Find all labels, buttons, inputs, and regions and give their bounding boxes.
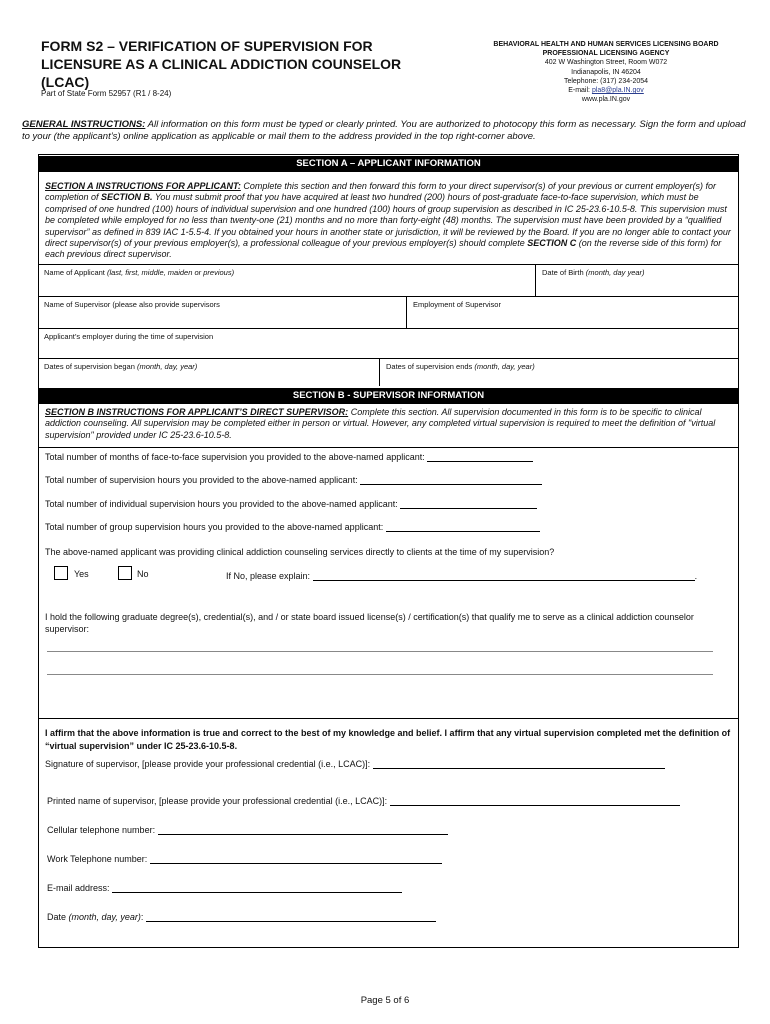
supervisor-employment-field[interactable] [406, 297, 739, 328]
section-a-instr-b2: SECTION C [527, 238, 577, 249]
question-group-label: Total number of group supervision hours you provided to the above-named applicant: [45, 522, 386, 532]
question-hours [45, 475, 542, 485]
explain-field [226, 571, 697, 581]
applicant-employer-label: Applicant’s employer during the time of supervision [44, 332, 214, 341]
page-number: Page 5 of 6 [360, 995, 410, 1006]
explain-label: If No, please explain: [226, 571, 313, 581]
signature-field [45, 759, 665, 769]
supervisor-name-label: Name of Supervisor (please also provide supervisors [44, 300, 220, 309]
supervisor-name-field[interactable] [38, 297, 406, 328]
explain-blank[interactable] [313, 571, 695, 581]
title-line-3: (LCAC) [41, 74, 90, 90]
email-field [47, 883, 402, 893]
affirmation-text: I affirm that the above information is true and correct to the best of my knowledge and belief. I affirm that any virtual supervision completed met the definition of “virtual supervision” under IC 25-23.6-10.5-8. [45, 728, 731, 751]
dob-hint: (month, day year) [585, 268, 645, 277]
agency-telephone: Telephone: (317) 234-2054 [563, 77, 649, 85]
date-label: Date [47, 912, 69, 922]
degrees-line-2[interactable] [47, 674, 713, 675]
ends-label: Dates of supervision ends [386, 362, 475, 371]
section-b-heading: SECTION B - SUPERVISOR INFORMATION [38, 388, 739, 404]
explain-end: . [694, 571, 698, 581]
cell-phone-label: Cellular telephone number: [47, 825, 158, 835]
signature-blank[interactable] [373, 759, 665, 769]
section-a-instr-p1: Complete this section and then forward this form to your direct supervisor(s) of your previous or current employer(s) for completion of [45, 181, 717, 203]
work-phone-label: Work Telephone number: [47, 854, 150, 864]
months-blank[interactable] [427, 452, 533, 462]
group-blank[interactable] [386, 522, 540, 532]
row-dates [38, 358, 739, 386]
section-a-instr-label: SECTION A INSTRUCTIONS FOR APPLICANT: [45, 181, 241, 191]
yes-label: Yes [74, 569, 89, 579]
affirm-divider [38, 718, 739, 719]
form-subtitle: Part of State Form 52957 (R1 / 8-24) [41, 89, 172, 98]
printed-name-blank[interactable] [390, 796, 680, 806]
question-hours-label: Total number of supervision hours you provided to the above-named applicant: [45, 475, 361, 485]
row-supervisor [38, 296, 739, 328]
question-months-label: Total number of months of face-to-face supervision you provided to the above-named applicant: [45, 452, 428, 462]
supervision-ends-field[interactable] [379, 359, 739, 386]
printed-name-field [47, 796, 680, 806]
agency-subname: PROFESSIONAL LICENSING AGENCY [542, 50, 670, 58]
signature-label: Signature of supervisor, [please provide your professional credential (i.e., LCAC)]: [45, 759, 373, 769]
degrees-line-1[interactable] [47, 651, 713, 652]
agency-website[interactable]: www.pla.IN.gov [581, 96, 631, 104]
section-a-heading: SECTION A – APPLICANT INFORMATION [38, 156, 739, 172]
applicant-employer-field[interactable] [38, 329, 739, 358]
work-phone-blank[interactable] [150, 854, 442, 864]
applicant-name-field[interactable] [38, 265, 535, 296]
question-degrees: I hold the following graduate degree(s), credential(s), and / or state board issued license(s) / certification(s) that qualify me to serve as a clinical addiction counselor supervisor: [45, 612, 694, 634]
row-applicant-name [38, 264, 739, 296]
no-checkbox[interactable] [118, 566, 132, 580]
ends-hint: (month, day, year) [474, 362, 535, 371]
section-b-instructions [45, 407, 733, 441]
cell-phone-field [47, 825, 448, 835]
printed-name-label: Printed name of supervisor, [please provide your professional credential (i.e., LCAC)]: [47, 796, 390, 806]
question-individual [45, 499, 537, 509]
supervisor-employment-label: Employment of Supervisor [413, 300, 501, 309]
agency-email-line [481, 86, 731, 95]
cell-phone-blank[interactable] [158, 825, 448, 835]
question-group [45, 522, 540, 532]
general-instructions-text: All information on this form must be typed or clearly printed. You are authorized to photocopy this form as necessary. Sign the form and upload to your (the applicant’s) online application as applicable or mail them to the address provided in the top right-corner above. [22, 119, 746, 142]
section-b-instr-text: Complete this section. All supervision documented in this form is to be specific to clinical addiction counseling. All supervision may be completed either in person or virtual. However, any completed virtual supervision is required to meet the definition of "virtual supervision" provided under IC 25-23.6-10.5-8. [45, 407, 716, 440]
section-a-instr-p3: (on the reverse side of this form) for each previous direct supervisor. [45, 238, 722, 260]
section-a-instructions [45, 181, 733, 261]
section-a-instr-p2: You must submit proof that you have acquired at least two hundred (200) hours of post-graduate face-to-face supervision, which must be comprised of one hundred (100) hours of individual supervision and one hundred (100) hours of group supervision as described in IC 25-23.6-10.5-8. This supervision must be completed while employed for no less than twenty-one (21) months and no more than forty-eight (48) months. The supervision must have been provided by a “qualified supervisor” as defined in 839 IAC 1-5.5-4. If you obtained your hours in another state or jurisdiction, it will be reviewed by the Board. If you are no longer able to contact your direct supervisor(s) of your previous employer(s), a professional colleague of your previous employer(s) should complete [45, 192, 731, 249]
title-line-2: LICENSURE AS A CLINICAL ADDICTION COUNSELOR [41, 56, 402, 72]
date-field [47, 912, 436, 922]
title-line-1: FORM S2 – VERIFICATION OF SUPERVISION FOR [41, 38, 373, 54]
general-instructions-label: GENERAL INSTRUCTIONS: [22, 119, 146, 130]
work-phone-field [47, 854, 442, 864]
section-b-instr-label: SECTION B INSTRUCTIONS FOR APPLICANT’S DIRECT SUPERVISOR: [45, 407, 349, 417]
question-providing: The above-named applicant was providing clinical addiction counseling services directly to clients at the time of my supervision? [45, 547, 555, 557]
date-of-birth-field[interactable] [535, 265, 739, 296]
yes-checkbox[interactable] [54, 566, 68, 580]
began-hint: (month, day, year) [136, 362, 198, 371]
agency-email-link[interactable]: pla8@pla.IN.gov [591, 87, 644, 95]
no-label: No [137, 569, 149, 579]
form-title [41, 37, 431, 91]
hours-blank[interactable] [360, 475, 542, 485]
agency-address-2: Indianapolis, IN 46204 [571, 68, 641, 76]
date-colon: : [140, 912, 146, 922]
email-label: E-mail address: [47, 883, 113, 893]
supervision-began-field[interactable] [38, 359, 379, 386]
applicant-name-hint: (last, first, middle, maiden or previous) [106, 268, 235, 277]
question-individual-label: Total number of individual supervision hours you provided to the above-named applicant: [45, 499, 401, 509]
email-blank[interactable] [112, 883, 402, 893]
date-hint: (month, day, year) [68, 912, 141, 922]
general-instructions [22, 119, 748, 143]
agency-block [481, 40, 731, 104]
date-blank[interactable] [146, 912, 436, 922]
agency-email-label: E-mail: [568, 87, 592, 95]
row-employer [38, 328, 739, 358]
applicant-name-label: Name of Applicant [44, 268, 107, 277]
section-a-instr-b1: SECTION B. [101, 192, 153, 203]
agency-address-1: 402 W Washington Street, Room W072 [544, 59, 668, 67]
question-months [45, 452, 533, 462]
agency-name: BEHAVIORAL HEALTH AND HUMAN SERVICES LICENSING BOARD [493, 41, 719, 48]
dob-label: Date of Birth [542, 268, 586, 277]
section-b-divider [38, 447, 739, 448]
began-label: Dates of supervision began [44, 362, 137, 371]
individual-blank[interactable] [400, 499, 537, 509]
